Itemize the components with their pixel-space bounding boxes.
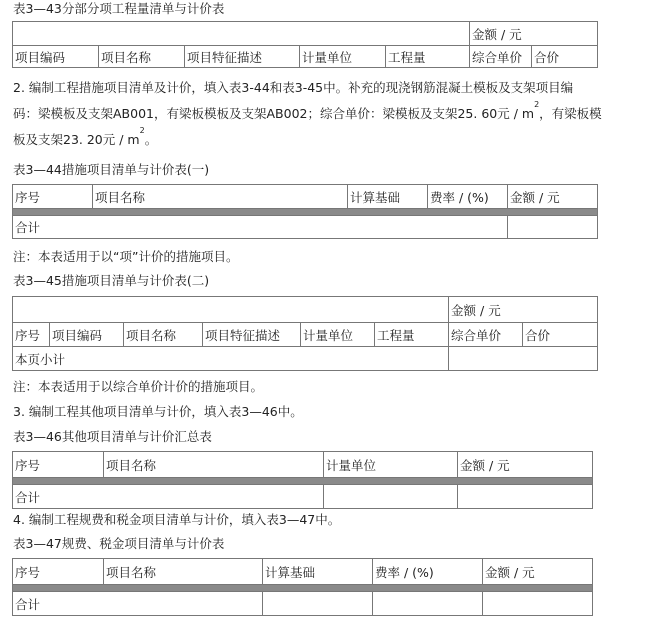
table-3-43 bbox=[12, 21, 598, 68]
total-cell: 合计 bbox=[13, 485, 324, 509]
header-cell: 项目名称 bbox=[104, 559, 263, 585]
table-3-47-caption: 表3—47规费、税金项目清单与计价表 bbox=[13, 536, 225, 551]
header-cell: 合价 bbox=[523, 323, 598, 347]
header-cell: 项目名称 bbox=[124, 323, 203, 347]
header-cell: 项目名称 bbox=[104, 452, 324, 478]
header-cell: 计量单位 bbox=[300, 46, 386, 68]
header-cell: 项目名称 bbox=[93, 185, 348, 209]
header-cell: 项目编码 bbox=[50, 323, 124, 347]
paragraph-2 bbox=[13, 75, 638, 153]
paragraph-4: 4. 编制工程规费和税金项目清单与计价，填入表3—47中。 bbox=[13, 512, 341, 527]
header-cell: 项目特征描述 bbox=[203, 323, 301, 347]
table-3-44-note: 注：本表适用于以“项”计价的措施项目。 bbox=[13, 249, 239, 264]
header-cell: 费率 / (%) bbox=[373, 559, 483, 585]
header-cell: 计量单位 bbox=[301, 323, 375, 347]
header-cell: 计算基础 bbox=[263, 559, 373, 585]
subtotal-amount-cell bbox=[449, 347, 598, 371]
total-amount-cell bbox=[508, 216, 598, 239]
header-cell: 工程量 bbox=[386, 46, 470, 68]
table-3-47 bbox=[12, 558, 593, 616]
table-3-43-caption: 表3—43分部分项工程量清单与计价表 bbox=[13, 1, 225, 16]
header-cell: 序号 bbox=[13, 452, 104, 478]
total-rate-cell bbox=[373, 592, 483, 616]
total-cell: 合计 bbox=[13, 592, 263, 616]
total-basis-cell bbox=[263, 592, 373, 616]
header-cell: 费率 / (%) bbox=[428, 185, 508, 209]
header-cell: 金额 / 元 bbox=[483, 559, 593, 585]
header-cell: 合价 bbox=[532, 46, 598, 68]
grey-divider bbox=[13, 478, 593, 485]
table-3-44-caption: 表3—44措施项目清单与计价表(一) bbox=[13, 162, 210, 177]
paragraph-3: 3. 编制工程其他项目清单与计价，填入表3—46中。 bbox=[13, 404, 303, 419]
grey-divider bbox=[13, 209, 598, 216]
grey-divider bbox=[13, 585, 593, 592]
header-cell: 序号 bbox=[13, 323, 50, 347]
table-3-46 bbox=[12, 451, 593, 509]
total-unit-cell bbox=[324, 485, 458, 509]
header-cell: 序号 bbox=[13, 559, 104, 585]
header-cell: 金额 / 元 bbox=[458, 452, 593, 478]
table-3-46-caption: 表3—46其他项目清单与计价汇总表 bbox=[13, 429, 212, 444]
header-cell: 综合单价 bbox=[470, 46, 532, 68]
header-cell: 项目编码 bbox=[13, 46, 99, 68]
paragraph-2-line-3: 板及支架23. 20元 / $m^2$。 bbox=[13, 126, 158, 147]
header-cell: 计量单位 bbox=[324, 452, 458, 478]
table-3-45-caption: 表3—45措施项目清单与计价表(二) bbox=[13, 273, 210, 288]
paragraph-2-line-1: 2. 编制工程措施项目清单及计价，填入表3-44和表3-45中。补充的现浇钢筋混凝土模板及支架项目编 bbox=[13, 80, 574, 95]
header-cell: 计算基础 bbox=[348, 185, 428, 209]
amount-group-header: 金额 / 元 bbox=[449, 297, 598, 323]
blank-cell bbox=[13, 297, 449, 323]
total-amount-cell bbox=[483, 592, 593, 616]
subtotal-cell: 本页小计 bbox=[13, 347, 449, 371]
header-cell: 工程量 bbox=[375, 323, 449, 347]
header-cell: 金额 / 元 bbox=[508, 185, 598, 209]
table-3-44 bbox=[12, 184, 598, 239]
total-amount-cell bbox=[458, 485, 593, 509]
header-cell: 综合单价 bbox=[449, 323, 523, 347]
header-cell: 序号 bbox=[13, 185, 93, 209]
paragraph-2-line-2: 码：梁模板及支架AB001，有梁板模板及支架AB002；综合单价：梁模板及支架25. 60元 / $m^2$，有梁板模 bbox=[13, 100, 602, 121]
header-cell: 项目名称 bbox=[99, 46, 185, 68]
table-3-45-note: 注：本表适用于以综合单价计价的措施项目。 bbox=[13, 379, 264, 394]
total-cell: 合计 bbox=[13, 216, 508, 239]
table-3-45 bbox=[12, 296, 598, 371]
amount-group-header: 金额 / 元 bbox=[470, 22, 598, 46]
blank-cell bbox=[13, 22, 470, 46]
header-cell: 项目特征描述 bbox=[185, 46, 300, 68]
